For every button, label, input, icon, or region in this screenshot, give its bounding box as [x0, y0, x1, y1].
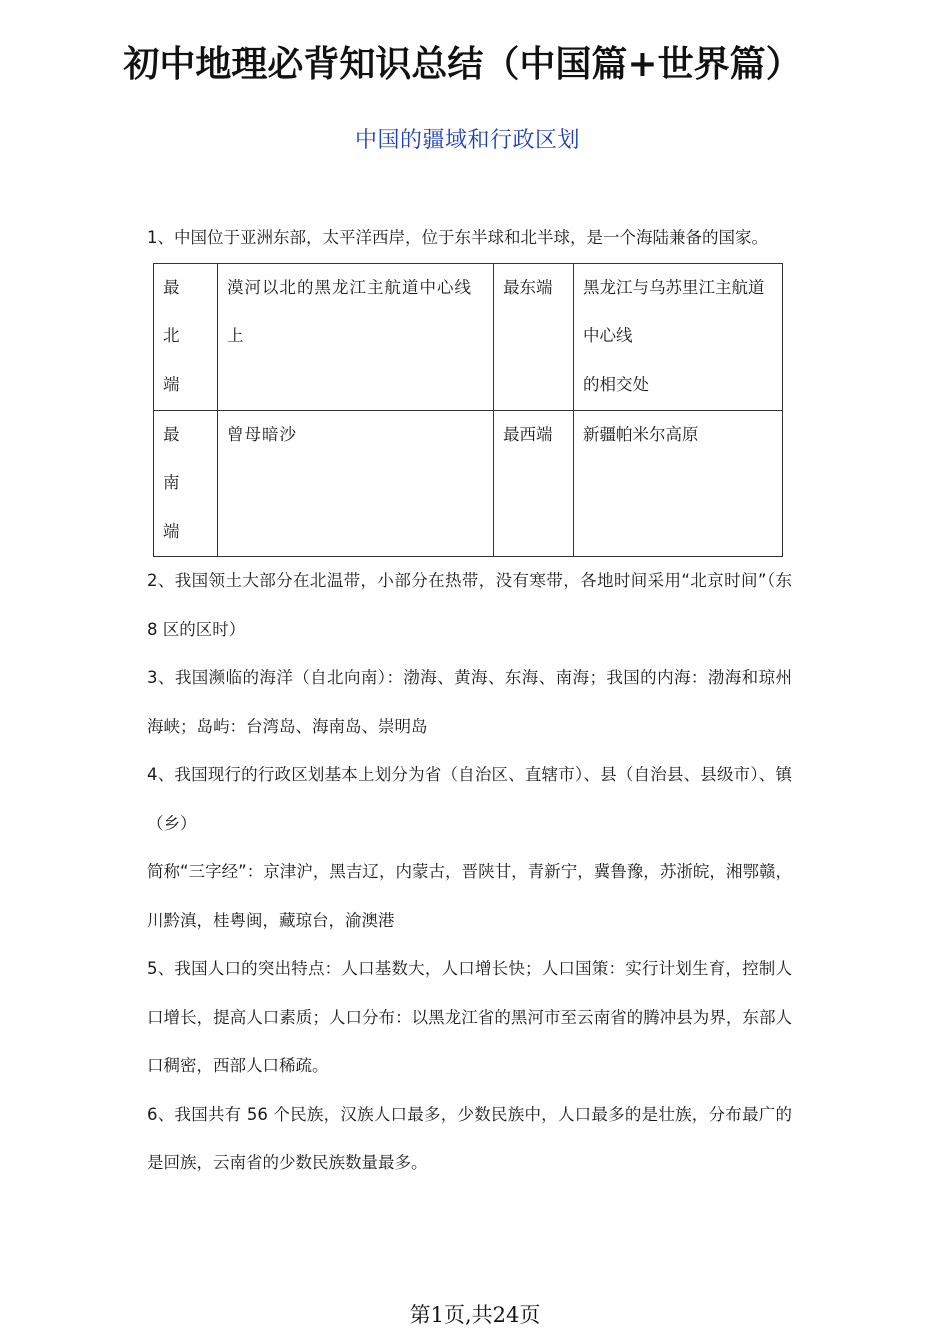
table-cell-southmost-value: 曾母暗沙	[218, 410, 494, 557]
table-cell-southmost-label: 最南端	[154, 410, 218, 557]
document-title: 初中地理必背知识总结（中国篇+世界篇）	[123, 43, 802, 85]
eastmost-value-line-2: 的相交处	[583, 374, 649, 394]
table-cell-northmost-label: 最北端	[154, 263, 218, 410]
table-row	[154, 410, 783, 557]
westmost-value-line-1: 新疆帕米尔高原	[583, 424, 699, 444]
paragraph-item-2: 2、我国领土大部分在北温带，小部分在热带，没有寒带，各地时间采用“北京时间”（东 8 区的区时）	[147, 571, 792, 639]
table-row	[154, 263, 783, 410]
table-cell-westmost-label: 最西端	[494, 410, 574, 557]
section-title: 中国的疆域和行政区划	[354, 128, 580, 153]
document-body	[147, 214, 792, 1188]
table-cell-westmost-value	[574, 410, 783, 557]
table-cell-northmost-value: 漠河以北的黑龙江主航道中心线上	[218, 263, 494, 410]
paragraph-item-4: 4、我国现行的行政区划基本上划分为省（自治区、直辖市）、县（自治县、县级市）、镇（乡）	[147, 765, 792, 833]
paragraph-item-6: 6、我国共有 56 个民族，汉族人口最多，少数民族中，人口最多的是壮族，分布最广的是回族，云南省的少数民族数量最多。	[147, 1104, 792, 1172]
table-cell-eastmost-value	[574, 263, 783, 410]
paragraph-item-1: 1、中国位于亚洲东部，太平洋西岸，位于东半球和北半球，是一个海陆兼备的国家。	[147, 228, 768, 247]
territory-extremes-table	[153, 263, 783, 558]
eastmost-value-line-1: 黑龙江与乌苏里江主航道中心线	[583, 277, 765, 345]
table-cell-eastmost-label: 最东端	[494, 263, 574, 410]
page-number-footer: 第1页,共24页	[409, 1303, 541, 1327]
paragraph-item-5: 5、我国人口的突出特点：人口基数大，人口增长快；人口国策：实行计划生育，控制人口增长，提高人口素质；人口分布：以黑龙江省的黑河市至云南省的腾冲县为界，东部人口稠密，西部人口稀疏。	[147, 959, 792, 1075]
paragraph-item-4-abbreviations: 简称“三字经”：京津沪，黑吉辽，内蒙古，晋陕甘，青新宁，冀鲁豫，苏浙皖，湘鄂赣，川黔滇，桂粤闽，藏琼台，渝澳港	[147, 862, 792, 930]
paragraph-item-3: 3、我国濒临的海洋（自北向南）：渤海、黄海、东海、南海；我国的内海：渤海和琼州海峡；岛屿：台湾岛、海南岛、崇明岛	[147, 668, 792, 736]
